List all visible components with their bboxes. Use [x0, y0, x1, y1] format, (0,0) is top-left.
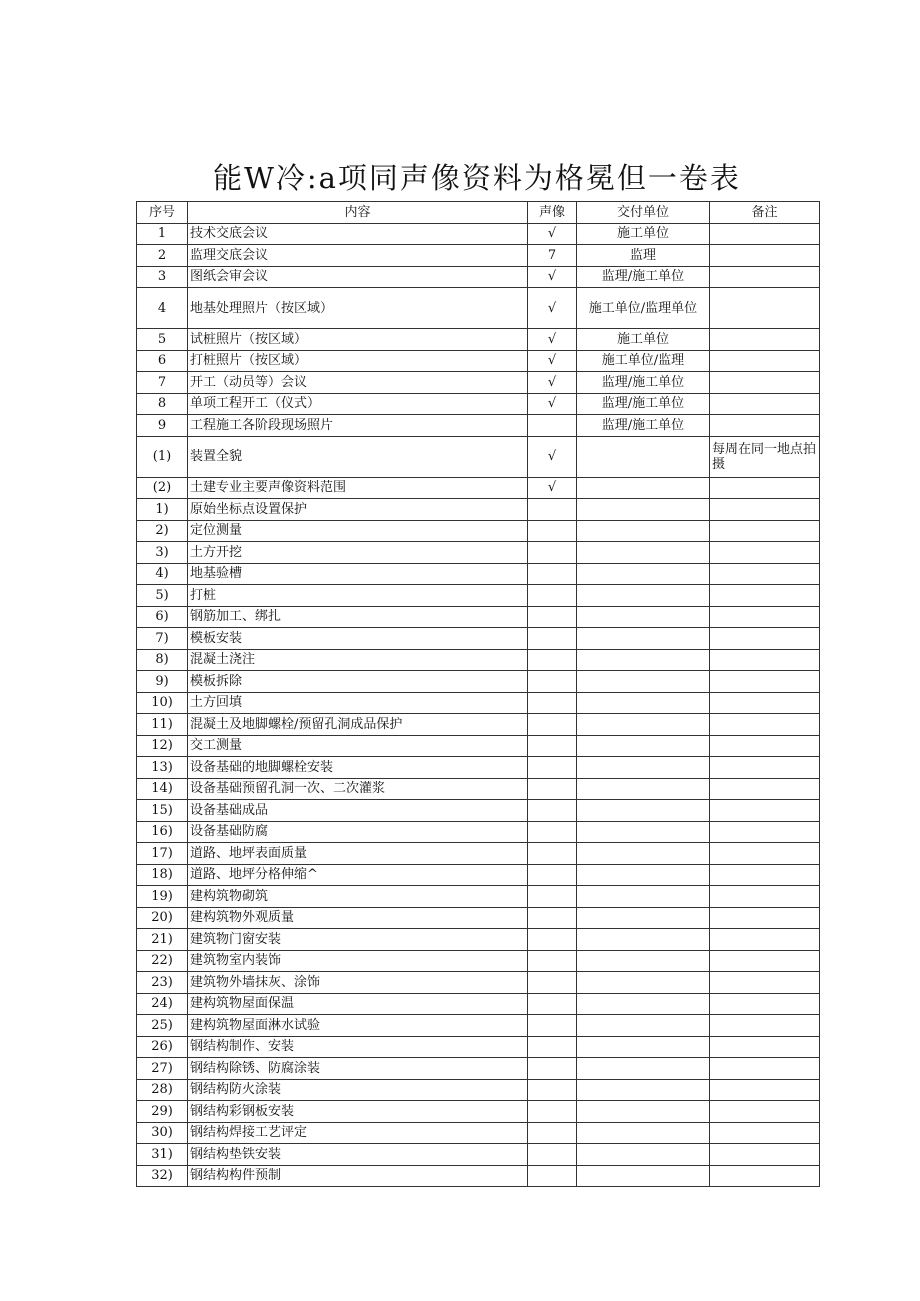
row-content: 设备基础防腐 — [188, 821, 528, 843]
row-audio-visual: √ — [528, 266, 577, 288]
row-content: 模板拆除 — [188, 671, 528, 693]
table-row — [137, 864, 820, 886]
row-number: 5) — [137, 585, 188, 607]
row-content: 道路、地坪表面质量 — [188, 843, 528, 865]
row-content: 钢结构垫铁安装 — [188, 1144, 528, 1166]
table-row — [137, 606, 820, 628]
row-content: 建构筑物外观质量 — [188, 907, 528, 929]
row-delivery-unit: 监理/施工单位 — [577, 415, 710, 437]
row-number: 31) — [137, 1144, 188, 1166]
table-row — [137, 714, 820, 736]
row-remark — [710, 692, 820, 714]
row-audio-visual — [528, 606, 577, 628]
table-row — [137, 1122, 820, 1144]
row-delivery-unit — [577, 563, 710, 585]
row-content: 土建专业主要声像资料范围 — [188, 477, 528, 499]
row-content: 工程施工各阶段现场照片 — [188, 415, 528, 437]
row-content: 建筑物门窗安装 — [188, 929, 528, 951]
row-remark: 每周在同一地点拍摄 — [710, 436, 820, 477]
table-row — [137, 929, 820, 951]
row-delivery-unit — [577, 585, 710, 607]
row-audio-visual — [528, 714, 577, 736]
row-remark — [710, 245, 820, 267]
table-row — [137, 1058, 820, 1080]
row-delivery-unit: 监理/施工单位 — [577, 266, 710, 288]
row-content: 钢结构彩钢板安装 — [188, 1101, 528, 1123]
row-content: 打桩照片（按区域） — [188, 350, 528, 372]
row-number: 6 — [137, 350, 188, 372]
row-remark — [710, 778, 820, 800]
row-content: 地基验槽 — [188, 563, 528, 585]
row-number: 8) — [137, 649, 188, 671]
row-delivery-unit — [577, 929, 710, 951]
table-row — [137, 1036, 820, 1058]
table-row — [137, 266, 820, 288]
row-remark — [710, 606, 820, 628]
row-remark — [710, 757, 820, 779]
header-no: 序号 — [137, 202, 188, 224]
row-remark — [710, 1015, 820, 1037]
row-number: 29) — [137, 1101, 188, 1123]
table-row — [137, 245, 820, 267]
row-delivery-unit — [577, 1144, 710, 1166]
row-content: 定位测量 — [188, 520, 528, 542]
row-remark — [710, 929, 820, 951]
row-number: 3) — [137, 542, 188, 564]
row-audio-visual — [528, 1058, 577, 1080]
row-content: 土方回填 — [188, 692, 528, 714]
row-number: 9 — [137, 415, 188, 437]
row-delivery-unit — [577, 692, 710, 714]
row-content: 建构筑物屋面保温 — [188, 993, 528, 1015]
row-remark — [710, 415, 820, 437]
row-remark — [710, 350, 820, 372]
table-row — [137, 1079, 820, 1101]
row-content: 混凝土及地脚螺栓/预留孔洞成品保护 — [188, 714, 528, 736]
row-delivery-unit — [577, 542, 710, 564]
table-row — [137, 993, 820, 1015]
row-remark — [710, 393, 820, 415]
row-audio-visual — [528, 1036, 577, 1058]
row-number: 26) — [137, 1036, 188, 1058]
row-remark — [710, 821, 820, 843]
row-number: 13) — [137, 757, 188, 779]
table-row — [137, 757, 820, 779]
header-unit: 交付单位 — [577, 202, 710, 224]
row-audio-visual: √ — [528, 436, 577, 477]
row-content: 建构筑物砌筑 — [188, 886, 528, 908]
row-delivery-unit — [577, 1122, 710, 1144]
row-content: 钢结构焊接工艺评定 — [188, 1122, 528, 1144]
row-number: 17) — [137, 843, 188, 865]
row-number: 7) — [137, 628, 188, 650]
row-remark — [710, 864, 820, 886]
row-delivery-unit — [577, 1101, 710, 1123]
row-audio-visual — [528, 821, 577, 843]
row-number: 28) — [137, 1079, 188, 1101]
row-remark — [710, 950, 820, 972]
row-audio-visual: √ — [528, 288, 577, 329]
header-av: 声像 — [528, 202, 577, 224]
row-audio-visual — [528, 993, 577, 1015]
row-delivery-unit: 施工单位 — [577, 329, 710, 351]
row-audio-visual — [528, 1144, 577, 1166]
row-content: 设备基础预留孔洞一次、二次灌浆 — [188, 778, 528, 800]
row-audio-visual — [528, 757, 577, 779]
row-number: 24) — [137, 993, 188, 1015]
row-remark — [710, 542, 820, 564]
table-row — [137, 1101, 820, 1123]
row-remark — [710, 800, 820, 822]
row-delivery-unit — [577, 714, 710, 736]
row-delivery-unit — [577, 735, 710, 757]
row-audio-visual: √ — [528, 350, 577, 372]
table-row — [137, 692, 820, 714]
header-note: 备注 — [710, 202, 820, 224]
row-audio-visual — [528, 585, 577, 607]
row-number: 10) — [137, 692, 188, 714]
row-delivery-unit — [577, 520, 710, 542]
row-audio-visual: √ — [528, 372, 577, 394]
row-number: 23) — [137, 972, 188, 994]
row-remark — [710, 1101, 820, 1123]
row-remark — [710, 288, 820, 329]
row-delivery-unit — [577, 649, 710, 671]
row-delivery-unit — [577, 436, 710, 477]
row-audio-visual — [528, 886, 577, 908]
row-content: 道路、地坪分格伸缩^ — [188, 864, 528, 886]
row-number: 16) — [137, 821, 188, 843]
row-audio-visual — [528, 929, 577, 951]
row-delivery-unit — [577, 907, 710, 929]
table-row — [137, 649, 820, 671]
table-row — [137, 436, 820, 477]
row-number: 1 — [137, 223, 188, 245]
table-row — [137, 288, 820, 329]
row-content: 土方开挖 — [188, 542, 528, 564]
row-remark — [710, 563, 820, 585]
row-remark — [710, 1058, 820, 1080]
row-number: 15) — [137, 800, 188, 822]
row-audio-visual — [528, 542, 577, 564]
row-remark — [710, 585, 820, 607]
document-title: 能W冷:a项同声像资料为格冕但一卷表 — [213, 161, 741, 195]
row-audio-visual — [528, 499, 577, 521]
row-delivery-unit — [577, 843, 710, 865]
row-remark — [710, 886, 820, 908]
row-audio-visual — [528, 628, 577, 650]
table-row — [137, 329, 820, 351]
row-audio-visual — [528, 907, 577, 929]
table-row — [137, 520, 820, 542]
row-remark — [710, 907, 820, 929]
row-number: 30) — [137, 1122, 188, 1144]
row-remark — [710, 993, 820, 1015]
row-delivery-unit — [577, 757, 710, 779]
row-delivery-unit: 监理/施工单位 — [577, 372, 710, 394]
row-number: (2) — [137, 477, 188, 499]
row-delivery-unit: 施工单位/监理单位 — [577, 288, 710, 329]
row-content: 开工（动员等）会议 — [188, 372, 528, 394]
row-number: (1) — [137, 436, 188, 477]
row-audio-visual — [528, 735, 577, 757]
row-delivery-unit — [577, 972, 710, 994]
row-content: 钢结构构件预制 — [188, 1165, 528, 1187]
row-audio-visual: √ — [528, 477, 577, 499]
row-content: 钢结构制作、安装 — [188, 1036, 528, 1058]
row-number: 4 — [137, 288, 188, 329]
row-audio-visual — [528, 1079, 577, 1101]
row-number: 18) — [137, 864, 188, 886]
row-delivery-unit — [577, 1079, 710, 1101]
row-content: 模板安装 — [188, 628, 528, 650]
row-audio-visual — [528, 649, 577, 671]
row-content: 设备基础成品 — [188, 800, 528, 822]
row-remark — [710, 972, 820, 994]
table-row — [137, 1015, 820, 1037]
row-content: 监理交底会议 — [188, 245, 528, 267]
row-remark — [710, 499, 820, 521]
row-content: 技术交底会议 — [188, 223, 528, 245]
row-content: 原始坐标点设置保护 — [188, 499, 528, 521]
row-content: 打桩 — [188, 585, 528, 607]
row-audio-visual: √ — [528, 393, 577, 415]
table-row — [137, 350, 820, 372]
row-remark — [710, 266, 820, 288]
table-row — [137, 800, 820, 822]
row-delivery-unit — [577, 628, 710, 650]
row-number: 21) — [137, 929, 188, 951]
row-content: 钢结构防火涂装 — [188, 1079, 528, 1101]
row-remark — [710, 520, 820, 542]
table-row — [137, 499, 820, 521]
table-row — [137, 223, 820, 245]
row-number: 19) — [137, 886, 188, 908]
row-audio-visual — [528, 950, 577, 972]
row-audio-visual — [528, 1015, 577, 1037]
row-delivery-unit — [577, 1015, 710, 1037]
row-remark — [710, 843, 820, 865]
row-remark — [710, 1122, 820, 1144]
row-remark — [710, 628, 820, 650]
table-row — [137, 735, 820, 757]
row-audio-visual — [528, 563, 577, 585]
row-delivery-unit: 监理/施工单位 — [577, 393, 710, 415]
row-audio-visual: 7 — [528, 245, 577, 267]
row-delivery-unit — [577, 800, 710, 822]
row-number: 14) — [137, 778, 188, 800]
row-remark — [710, 223, 820, 245]
row-content: 混凝土浇注 — [188, 649, 528, 671]
row-content: 建筑物室内装饰 — [188, 950, 528, 972]
table-row — [137, 563, 820, 585]
row-content: 钢结构除锈、防腐涂装 — [188, 1058, 528, 1080]
row-number: 27) — [137, 1058, 188, 1080]
row-number: 5 — [137, 329, 188, 351]
row-remark — [710, 1079, 820, 1101]
row-number: 20) — [137, 907, 188, 929]
row-delivery-unit — [577, 671, 710, 693]
row-audio-visual: √ — [528, 223, 577, 245]
row-content: 地基处理照片（按区域） — [188, 288, 528, 329]
row-number: 32) — [137, 1165, 188, 1187]
row-remark — [710, 477, 820, 499]
row-remark — [710, 372, 820, 394]
row-number: 9) — [137, 671, 188, 693]
row-remark — [710, 671, 820, 693]
row-audio-visual — [528, 520, 577, 542]
row-audio-visual — [528, 800, 577, 822]
row-audio-visual — [528, 864, 577, 886]
table-body — [137, 223, 820, 1187]
row-delivery-unit: 监理 — [577, 245, 710, 267]
row-remark — [710, 735, 820, 757]
row-content: 设备基础的地脚螺栓安装 — [188, 757, 528, 779]
row-audio-visual — [528, 415, 577, 437]
table-row — [137, 1144, 820, 1166]
row-number: 2) — [137, 520, 188, 542]
header-content: 内容 — [188, 202, 528, 224]
row-remark — [710, 329, 820, 351]
row-number: 12) — [137, 735, 188, 757]
table-row — [137, 843, 820, 865]
row-delivery-unit — [577, 864, 710, 886]
row-audio-visual — [528, 778, 577, 800]
row-delivery-unit — [577, 778, 710, 800]
row-remark — [710, 714, 820, 736]
row-content: 建筑物外墙抹灰、涂饰 — [188, 972, 528, 994]
row-remark — [710, 1165, 820, 1187]
row-delivery-unit — [577, 821, 710, 843]
row-delivery-unit — [577, 950, 710, 972]
row-audio-visual — [528, 843, 577, 865]
table-row — [137, 372, 820, 394]
row-delivery-unit — [577, 1058, 710, 1080]
row-number: 25) — [137, 1015, 188, 1037]
row-delivery-unit: 施工单位/监理 — [577, 350, 710, 372]
row-delivery-unit — [577, 1165, 710, 1187]
table-row — [137, 950, 820, 972]
row-delivery-unit — [577, 886, 710, 908]
row-content: 单项工程开工（仪式） — [188, 393, 528, 415]
row-content: 图纸会审会议 — [188, 266, 528, 288]
row-number: 22) — [137, 950, 188, 972]
table-row — [137, 907, 820, 929]
table-row — [137, 1165, 820, 1187]
row-content: 试桩照片（按区域） — [188, 329, 528, 351]
row-delivery-unit — [577, 477, 710, 499]
row-content: 钢筋加工、绑扎 — [188, 606, 528, 628]
row-number: 3 — [137, 266, 188, 288]
table-row — [137, 585, 820, 607]
row-audio-visual — [528, 1165, 577, 1187]
table-row — [137, 972, 820, 994]
row-audio-visual — [528, 692, 577, 714]
row-number: 6) — [137, 606, 188, 628]
row-delivery-unit — [577, 499, 710, 521]
row-delivery-unit — [577, 606, 710, 628]
table-row — [137, 628, 820, 650]
row-delivery-unit — [577, 993, 710, 1015]
row-audio-visual: √ — [528, 329, 577, 351]
row-number: 7 — [137, 372, 188, 394]
table-row — [137, 393, 820, 415]
row-audio-visual — [528, 1122, 577, 1144]
table-row — [137, 477, 820, 499]
row-number: 2 — [137, 245, 188, 267]
table-row — [137, 671, 820, 693]
row-number: 8 — [137, 393, 188, 415]
row-content: 建构筑物屋面淋水试验 — [188, 1015, 528, 1037]
row-number: 4) — [137, 563, 188, 585]
row-audio-visual — [528, 972, 577, 994]
row-delivery-unit: 施工单位 — [577, 223, 710, 245]
table-header-row — [137, 202, 820, 224]
table-row — [137, 542, 820, 564]
row-remark — [710, 1144, 820, 1166]
table-row — [137, 415, 820, 437]
row-remark — [710, 649, 820, 671]
table-row — [137, 778, 820, 800]
row-audio-visual — [528, 671, 577, 693]
row-delivery-unit — [577, 1036, 710, 1058]
table-row — [137, 886, 820, 908]
row-number: 1) — [137, 499, 188, 521]
row-audio-visual — [528, 1101, 577, 1123]
row-remark — [710, 1036, 820, 1058]
audio-visual-records-table — [136, 201, 820, 1187]
table-row — [137, 821, 820, 843]
row-number: 11) — [137, 714, 188, 736]
row-content: 交工测量 — [188, 735, 528, 757]
row-content: 装置全貌 — [188, 436, 528, 477]
